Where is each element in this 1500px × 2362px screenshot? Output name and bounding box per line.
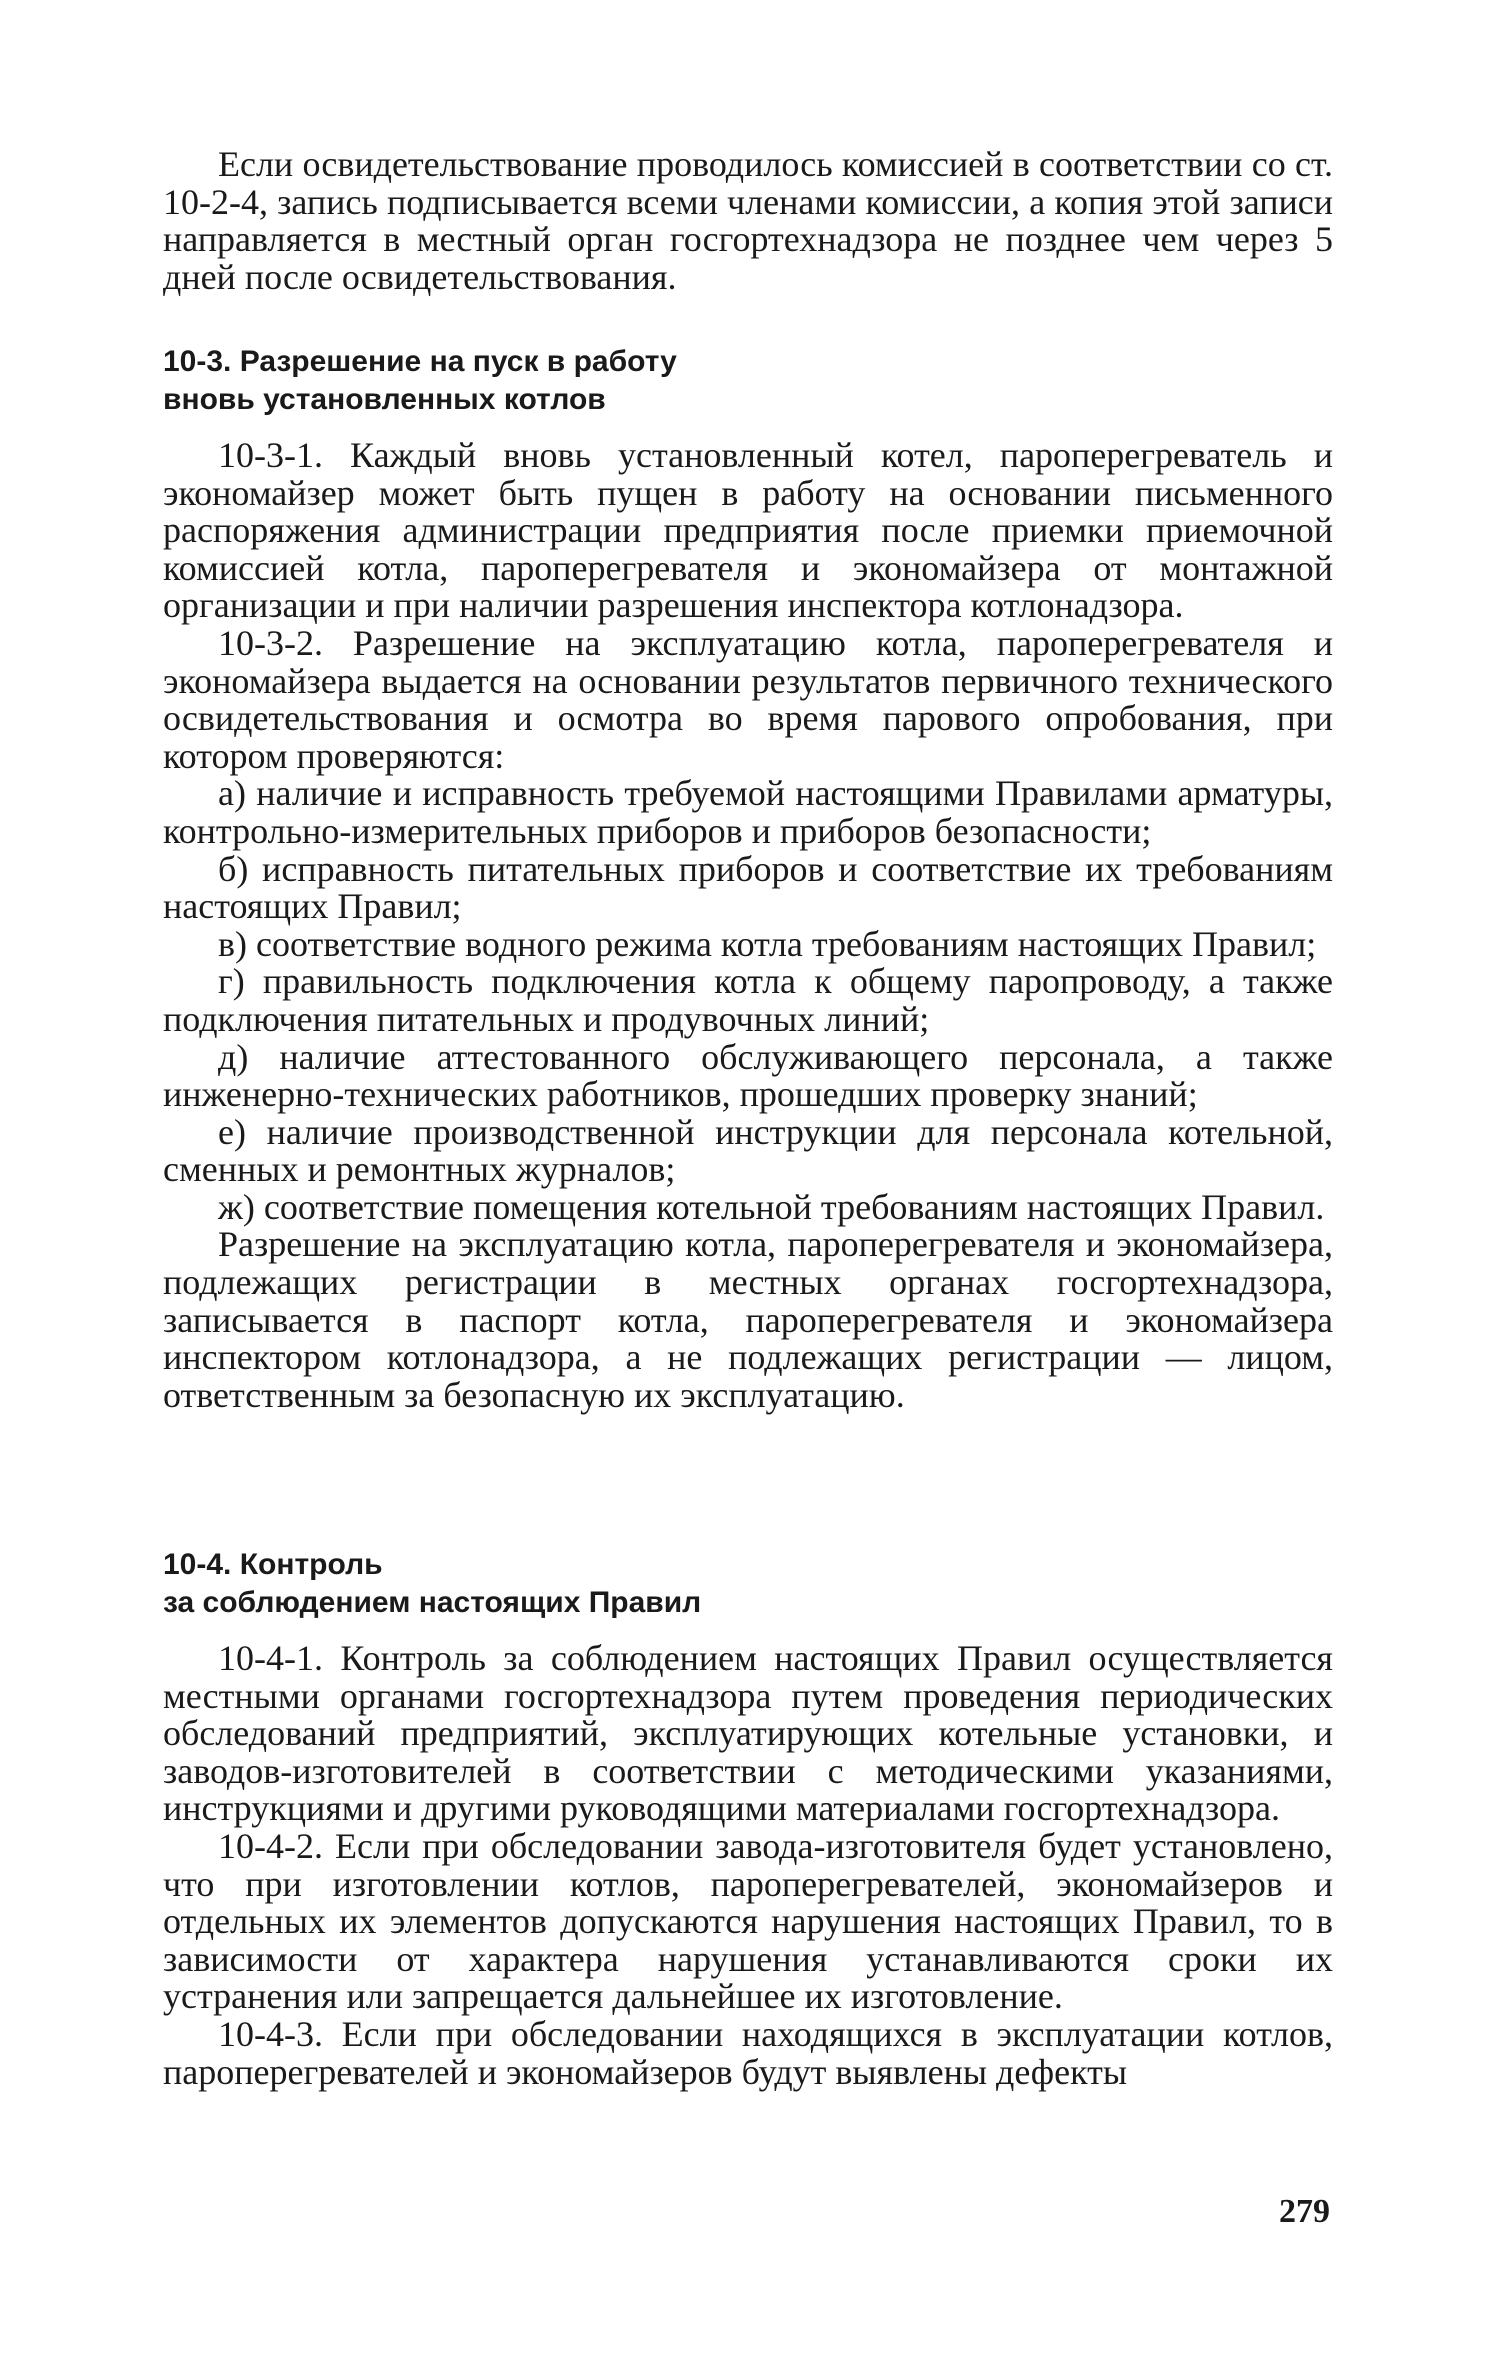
section-10-4-heading <box>163 1546 1063 1622</box>
page-number: 279 <box>1279 2193 1330 2230</box>
paragraph-10-4-1: 10-4-1. Контроль за соблюдением настоящих Правил осуществляется местными органами госгортехнадзора путем проведения периодических обследований предприятий, эксплуатирующих котельные установки, и заводов-изготовителей в соответствии с методическими указаниями, инструкциями и другими руководящими материалами госгортехнадзора. <box>163 1638 1333 1829</box>
list-item: д) наличие аттестованного обслуживающего персонала, а также инженерно-технических работников, прошедших проверку знаний; <box>163 1036 1333 1115</box>
list-item: в) соответствие водного режима котла требованиям настоящих Правил; <box>218 923 1317 964</box>
section-10-4-body <box>163 1640 1333 2091</box>
section-10-4-heading-line2: за соблюдением настоящих Правил <box>163 1586 702 1619</box>
section-10-3-heading-line2: вновь установленных котлов <box>163 383 606 416</box>
paragraph-10-3-1: 10-3-1. Каждый вновь установленный котел, пароперегреватель и экономайзер может быть пущен в работу на основании письменного распоряжения администрации предприятия после приемки приемочной комиссией котла, пароперегревателя и экономайзера от монтажной организации и при наличии разрешения инспектора котлонадзора. <box>163 435 1333 626</box>
paragraph-10-3-2: 10-3-2. Разрешение на эксплуатацию котла, пароперегревателя и экономайзера выдается на основании результатов первичного технического освидетельствования и осмотра во время парового опробования, при котором проверяются: <box>163 622 1333 776</box>
section-10-4-heading-line1: 10-4. Контроль <box>163 1548 383 1581</box>
intro-block <box>163 146 1333 296</box>
paragraph-10-4-3: 10-4-3. Если при обследовании находящихся в эксплуатации котлов, пароперегревателей и экономайзеров будут выявлены дефекты <box>163 2013 1333 2092</box>
intro-paragraph: Если освидетельствование проводилось комиссией в соответствии со ст. 10-2-4, запись подписывается всеми членами комиссии, а копия этой записи направляется в местный орган госгортехнадзора не позднее чем через 5 дней после освидетельствования. <box>163 144 1333 297</box>
section-10-3-heading <box>163 343 1063 419</box>
paragraph-10-4-2: 10-4-2. Если при обследовании завода-изготовителя будет установлено, что при изготовлении котлов, пароперегревателей, экономайзеров и отдельных их элементов допускаются нарушения настоящих Правил, то в зависимости от характера нарушения устанавливаются сроки их устранения или запрещается дальнейшее их изготовление. <box>163 1825 1333 2017</box>
list-item: б) исправность питательных приборов и соответствие их требованиям настоящих Правил; <box>163 848 1333 927</box>
list-item: ж) соответствие помещения котельной требованиям настоящих Правил. <box>218 1186 1325 1227</box>
list-item: г) правильность подключения котла к общему паропроводу, а также подключения питательных и продувочных линий; <box>163 961 1333 1039</box>
list-item: е) наличие производственной инструкции для персонала котельной, сменных и ремонтных журналов; <box>163 1111 1333 1190</box>
section-10-3-heading-line1: 10-3. Разрешение на пуск в работу <box>163 345 677 378</box>
list-item: а) наличие и исправность требуемой настоящими Правилами арматуры, контрольно-измерительных приборов и приборов безопасности; <box>163 773 1333 851</box>
paragraph-10-3-permit: Разрешение на эксплуатацию котла, пароперегревателя и экономайзера, подлежащих регистрации в местных органах госгортехнадзора, записывается в паспорт котла, пароперегревателя и экономайзера инспектором котлонадзора, а не подлежащих регистрации — лицом, ответственным за безопасную их эксплуатацию. <box>163 1224 1333 1415</box>
section-10-3-body <box>163 437 1333 1414</box>
